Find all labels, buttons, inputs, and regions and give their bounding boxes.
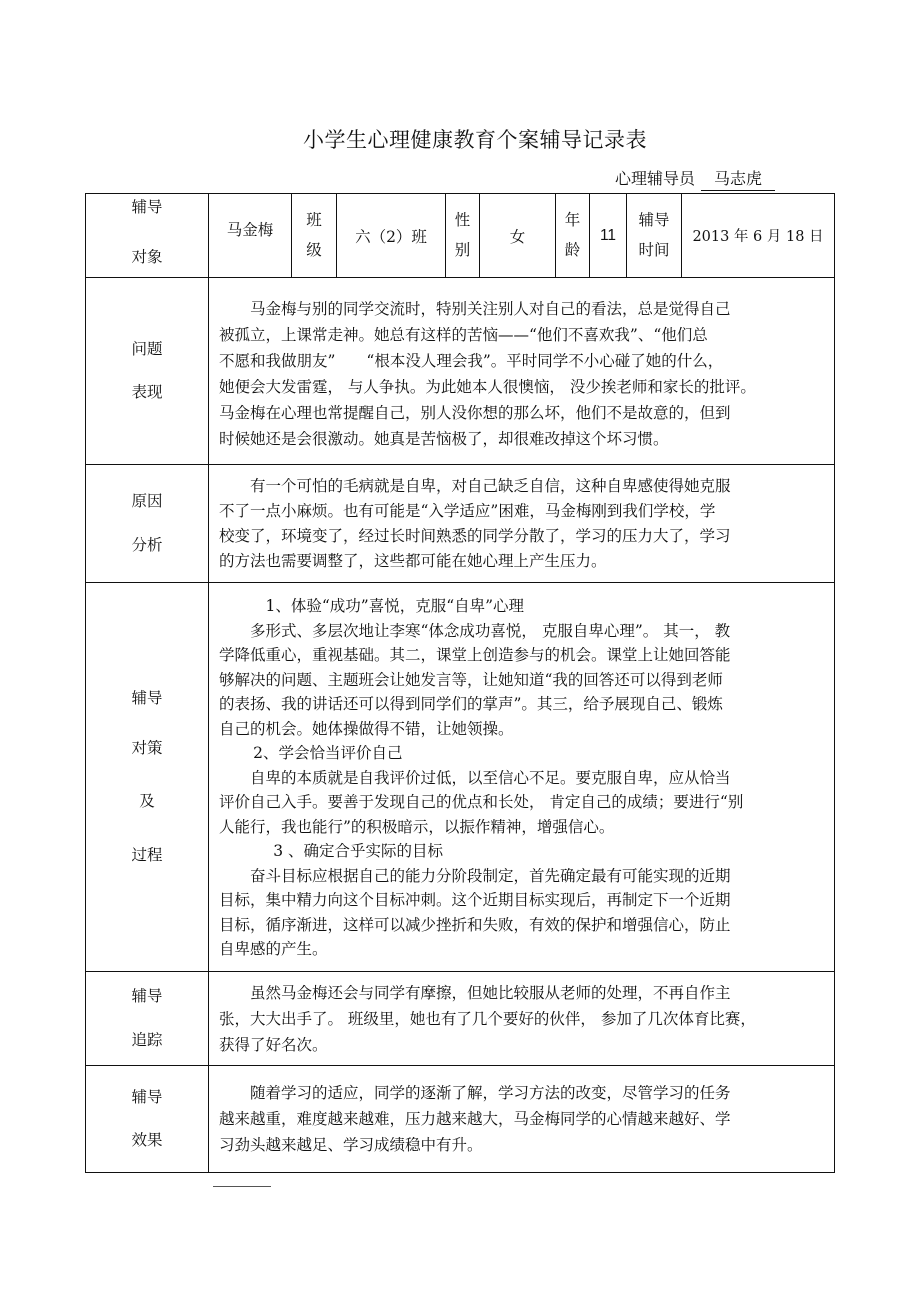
strategy-label-1: 辅导 — [131, 689, 163, 707]
followup-body — [209, 972, 835, 1066]
strategy-label-3: 及 — [139, 792, 155, 810]
text-line: 多形式、多层次地让李寒“体念成功喜悦， 克服自卑心理”。 其一， 教 — [250, 621, 731, 640]
text-line: 学降低重心，重视基础。其二，课堂上创造参与的机会。课堂上让她回答能 — [219, 646, 731, 665]
text-line: 自己的机会。她体操做得不错，让她领操。 — [219, 719, 514, 738]
problem-label-cell — [86, 278, 209, 465]
time-label-1: 辅导 — [638, 211, 670, 230]
effect-body — [209, 1066, 835, 1173]
text-line: 虽然马金梅还会与同学有摩擦，但她比较服从老师的处理，不再自作主 — [250, 983, 731, 1002]
text-line: 越来越重，难度越来越难，压力越来越大，马金梅同学的心情越来越好、学 — [219, 1110, 731, 1128]
class-label-cell — [292, 194, 337, 278]
class-value: 六（2）班 — [337, 194, 446, 278]
page-title: 小学生心理健康教育个案辅导记录表 — [303, 128, 647, 152]
text-line: 校变了，环境变了，经过长时间熟悉的同学分散了，学习的压力大了，学习 — [219, 526, 731, 545]
text-line: 不了一点小麻烦。也有可能是“入学适应”困难，马金梅刚到我们学校，学 — [219, 501, 716, 520]
cause-label-1: 原因 — [131, 492, 163, 511]
text-line: 评价自己入手。要善于发现自己的优点和长处， 肯定自己的成绩；要进行“别 — [219, 793, 744, 812]
text-line: 自卑的本质就是自我评价过低，以至信心不足。要克服自卑，应从恰当 — [250, 768, 731, 787]
gender-label-2: 别 — [454, 240, 471, 259]
time-label-cell — [627, 194, 682, 278]
strategy-label-2: 对策 — [131, 738, 163, 757]
age-label-1: 年 — [564, 211, 581, 230]
followup-row — [86, 972, 835, 1066]
text-line: 获得了好名次。 — [219, 1035, 328, 1054]
text-line: 够解决的问题、主题班会让她发言等，让她知道“我的回答还可以得到老师 — [219, 670, 723, 689]
problem-row — [86, 278, 835, 465]
age-label-cell — [556, 194, 590, 278]
gender-value: 女 — [480, 194, 556, 278]
counselor-label: 心理辅导员 — [615, 169, 696, 188]
target-label-1: 辅导 — [131, 198, 163, 216]
text-line: 习劲头越来越足、学习成绩稳中有升。 — [219, 1136, 483, 1154]
cause-row — [86, 465, 835, 583]
problem-body — [209, 278, 835, 465]
strategy-label-cell — [86, 583, 209, 972]
counselor-name: 马志虎 — [701, 166, 775, 191]
problem-label-2: 表现 — [131, 383, 163, 401]
strategy-label-4: 过程 — [131, 845, 163, 864]
target-label-cell — [86, 194, 209, 278]
problem-label-1: 问题 — [131, 339, 163, 358]
effect-label-cell — [86, 1066, 209, 1173]
text-line: 的方法也需要调整了，这些都可能在她心理上产生压力。 — [219, 551, 607, 570]
gender-label-cell — [446, 194, 480, 278]
cause-label-cell — [86, 465, 209, 583]
strategy-row — [86, 583, 835, 972]
age-label-2: 龄 — [564, 240, 581, 259]
student-name: 马金梅 — [209, 194, 292, 278]
text-line: 的表扬、我的讲话还可以得到同学们的掌声”。其三，给予展现自己、锻炼 — [219, 695, 723, 714]
strategy-body — [209, 583, 835, 972]
text-line: 张，大大出手了。 班级里，她也有了几个要好的伙伴， 参加了几次体育比赛， — [219, 1009, 756, 1028]
header-row — [86, 194, 835, 278]
cause-body — [209, 465, 835, 583]
cause-label-2: 分析 — [131, 535, 163, 554]
class-label-1: 班 — [306, 211, 322, 230]
text-line: 马金梅在心理也常提醒自己，别人没你想的那么坏，他们不是故意的，但到 — [219, 404, 731, 422]
strategy-heading-2: 2、学会恰当评价自己 — [253, 744, 403, 763]
text-line: 她便会大发雷霆， 与人争执。为此她本人很懊恼， 没少挨老师和家长的批评。 — [219, 378, 756, 396]
text-line: 自卑感的产生。 — [219, 940, 328, 959]
age-value: 11 — [590, 194, 627, 278]
target-label-2: 对象 — [131, 247, 163, 266]
counselor-line — [615, 166, 775, 191]
time-label-2: 时间 — [638, 240, 670, 259]
strategy-heading-1: 1、体验“成功”喜悦，克服“自卑”心理 — [265, 597, 525, 616]
effect-label-2: 效果 — [131, 1131, 163, 1149]
effect-row — [86, 1066, 835, 1173]
followup-label-1: 辅导 — [131, 987, 163, 1006]
text-line: 时候她还是会很激动。她真是苦恼极了，却很难改掉这个坏习惯。 — [219, 430, 669, 448]
text-line: 被孤立，上课常走神。她总有这样的苦恼——“他们不喜欢我”、“他们总 — [219, 326, 708, 344]
text-line: 马金梅与别的同学交流时，特别关注别人对自己的看法，总是觉得自己 — [250, 300, 731, 318]
record-table — [85, 193, 835, 1173]
followup-label-cell — [86, 972, 209, 1066]
class-label-2: 级 — [306, 240, 322, 259]
footnote-divider — [213, 1186, 271, 1187]
text-line: 随着学习的适应，同学的逐渐了解，学习方法的改变，尽管学习的任务 — [250, 1084, 731, 1102]
text-line: 人能行，我也能行”的积极暗示，以振作精神，增强信心。 — [219, 817, 615, 836]
time-value: 2013 年 6 月 18 日 — [682, 194, 835, 278]
text-line: 目标，循序渐进，这样可以减少挫折和失败，有效的保护和增强信心，防止 — [219, 915, 731, 934]
text-line: 有一个可怕的毛病就是自卑，对自己缺乏自信，这种自卑感使得她克服 — [250, 476, 731, 495]
text-line: 奋斗目标应根据自己的能力分阶段制定，首先确定最有可能实现的近期 — [250, 866, 731, 885]
followup-label-2: 追踪 — [131, 1030, 163, 1049]
strategy-heading-3: 3 、确定合乎实际的目标 — [273, 842, 444, 861]
gender-label-1: 性 — [454, 211, 471, 230]
text-line: 目标，集中精力向这个目标冲刺。这个近期目标实现后，再制定下一个近期 — [219, 891, 731, 910]
text-line: 不愿和我做朋友” “根本没人理会我”。平时同学不小心碰了她的什么， — [219, 352, 724, 370]
effect-label-1: 辅导 — [131, 1087, 163, 1106]
